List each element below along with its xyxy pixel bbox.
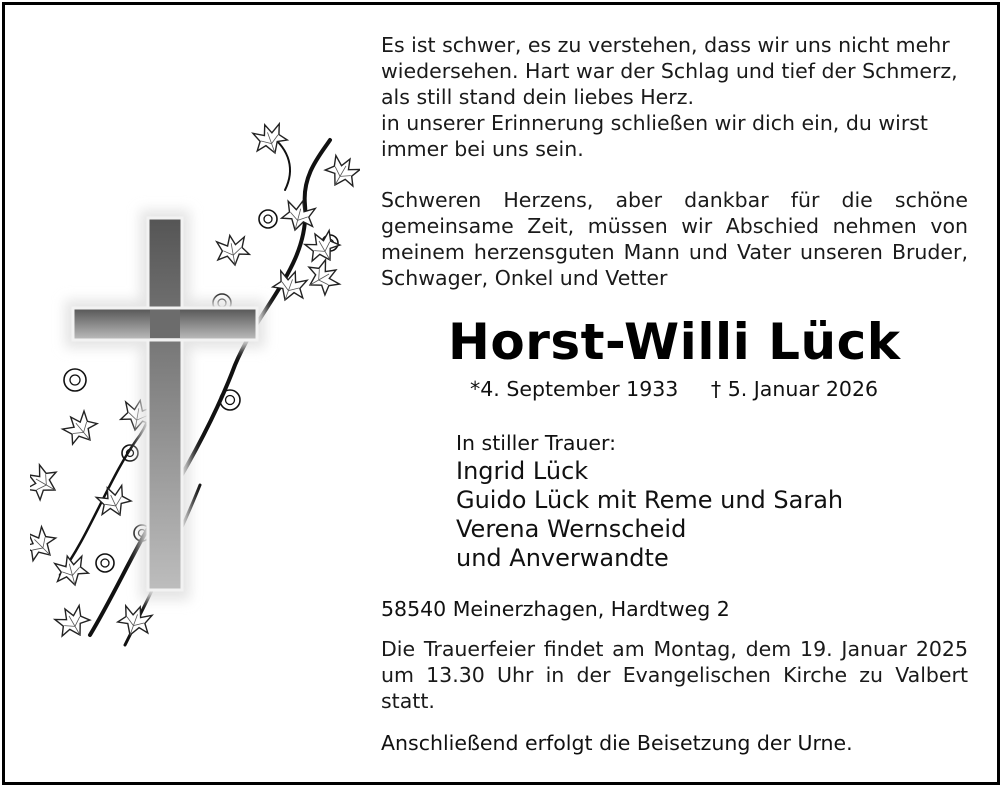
- cross-center: [150, 310, 180, 338]
- service-details: Die Trauerfeier findet am Montag, dem 19. Januar 2025 um 13.30 Uhr in der Evangelischen Kirche zu Valbert statt.: [381, 637, 968, 713]
- mourners-block: [456, 430, 843, 573]
- birth-date: *4. September 1933: [470, 377, 679, 401]
- poem-line: als still stand dein liebes Herz.: [381, 85, 694, 109]
- death-date: † 5. Januar 2026: [710, 377, 879, 401]
- mourner-line: Guido Lück mit Reme und Sarah: [456, 486, 844, 514]
- mourners-heading: In stiller Trauer:: [456, 431, 616, 455]
- poem: [381, 32, 968, 162]
- poem-line: Es ist schwer, es zu verstehen, dass wir uns nicht mehr: [381, 33, 950, 57]
- poem-line: wiedersehen. Hart war der Schlag und tief der Schmerz,: [381, 59, 958, 83]
- mourner-line: Verena Wernscheid: [456, 515, 687, 543]
- mourner-line: und Anverwandte: [456, 544, 669, 572]
- poem-line: in unserer Erinnerung schließen wir dich ein, du wirst: [381, 111, 928, 135]
- mourner-line: Ingrid Lück: [456, 457, 589, 485]
- life-dates: [470, 376, 878, 402]
- burial-note: Anschließend erfolgt die Beisetzung der Urne.: [381, 731, 853, 755]
- intro-paragraph: Schweren Herzens, aber dankbar für die schöne gemeinsame Zeit, müssen wir Abschied nehmen von meinem herzensguten Mann und Vater unseren Bruder, Schwager, Onkel und Vetter: [381, 188, 968, 290]
- address: 58540 Meinerzhagen, Hardtweg 2: [381, 597, 730, 621]
- cross-with-ivy-illustration: [30, 115, 360, 675]
- poem-line: immer bei uns sein.: [381, 137, 584, 161]
- deceased-name: Horst-Willi Lück: [448, 313, 901, 371]
